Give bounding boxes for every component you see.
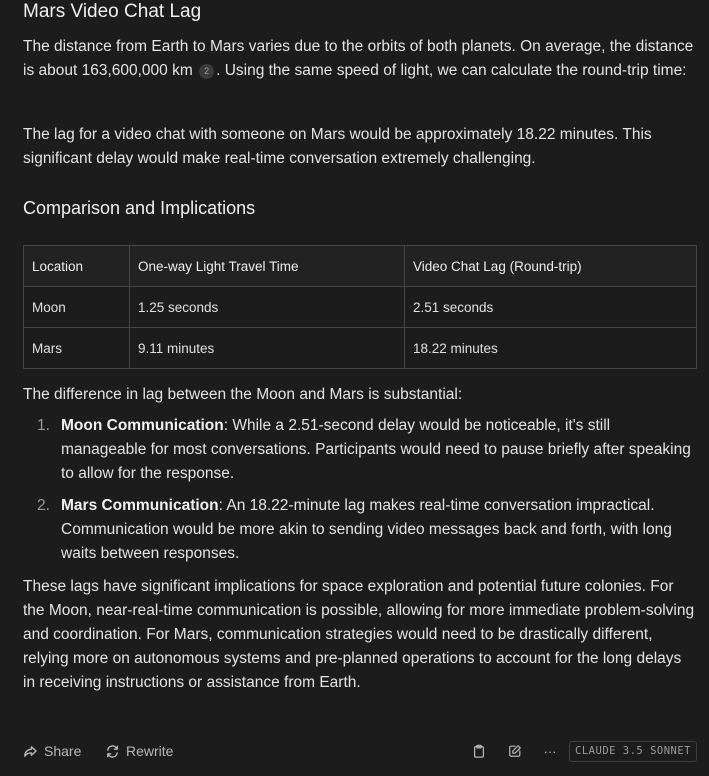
table-header-row bbox=[24, 246, 697, 287]
table-cell: Mars bbox=[24, 328, 130, 369]
copy-button[interactable] bbox=[468, 740, 490, 762]
list-item bbox=[23, 494, 697, 566]
intro-text-1: The distance from Earth to Mars varies due to the orbits of both planets. On average, the distance is about 163,600,000 km bbox=[23, 38, 694, 79]
clipboard-icon bbox=[472, 744, 486, 758]
edit-icon bbox=[508, 744, 522, 758]
list-number: 2. bbox=[37, 497, 50, 514]
intro-paragraph bbox=[23, 35, 695, 83]
rewrite-icon bbox=[105, 744, 120, 759]
lag-paragraph: The lag for a video chat with someone on Mars would be approximately 18.22 minutes. This significant delay would make real-time conversation extremely challenging. bbox=[23, 126, 652, 167]
share-label: Share bbox=[44, 743, 82, 759]
list-item bbox=[23, 414, 697, 486]
model-badge: CLAUDE 3.5 SONNET bbox=[569, 741, 697, 762]
list-item-label: Moon Communication bbox=[61, 417, 224, 434]
more-icon: ··· bbox=[543, 743, 557, 759]
table-cell: Moon bbox=[24, 287, 130, 328]
table-header-one-way: One-way Light Travel Time bbox=[130, 246, 405, 287]
table-cell: 1.25 seconds bbox=[130, 287, 405, 328]
page-title: Mars Video Chat Lag bbox=[23, 1, 202, 22]
comparison-table bbox=[23, 245, 697, 369]
section-heading: Comparison and Implications bbox=[23, 198, 256, 218]
share-button[interactable] bbox=[23, 738, 81, 764]
implications-list bbox=[23, 414, 697, 574]
message-actions-bar bbox=[23, 738, 697, 764]
difference-intro: The difference in lag between the Moon and Mars is substantial: bbox=[23, 386, 463, 403]
list-item-label: Mars Communication bbox=[61, 497, 219, 514]
rewrite-button[interactable] bbox=[105, 738, 173, 764]
conclusion-paragraph: These lags have significant implications for space exploration and potential future colonies. For the Moon, near-real-time communication is possible, allowing for more immediate problem-solving and coordination. For Mars, communication strategies would need to be drastically different, relying more on autonomous systems and pre-planned operations to account for the long delays in receiving instructions or assistance from Earth. bbox=[23, 578, 695, 691]
table-header-round-trip: Video Chat Lag (Round-trip) bbox=[405, 246, 697, 287]
table-cell: 9.11 minutes bbox=[130, 328, 405, 369]
edit-button[interactable] bbox=[504, 740, 526, 762]
citation-badge[interactable]: 2 bbox=[199, 64, 214, 79]
table-header-location: Location bbox=[24, 246, 130, 287]
table-row bbox=[24, 328, 697, 369]
table-cell: 18.22 minutes bbox=[405, 328, 697, 369]
list-item-text: : While a 2.51-second delay would be noticeable, it's still manageable for most conversations. Participants would need to pause briefly after speaking to allow for the response. bbox=[61, 417, 691, 482]
rewrite-label: Rewrite bbox=[126, 743, 174, 759]
share-icon bbox=[23, 744, 38, 759]
table-row bbox=[24, 287, 697, 328]
more-options-button[interactable] bbox=[539, 740, 561, 762]
list-item-text: : An 18.22-minute lag makes real-time conversation impractical. Communication would be more akin to sending video messages back and forth, with long waits between responses. bbox=[61, 497, 672, 562]
table-cell: 2.51 seconds bbox=[405, 287, 697, 328]
intro-text-2: . Using the same speed of light, we can calculate the round-trip time: bbox=[216, 62, 687, 79]
list-number: 1. bbox=[37, 417, 50, 434]
